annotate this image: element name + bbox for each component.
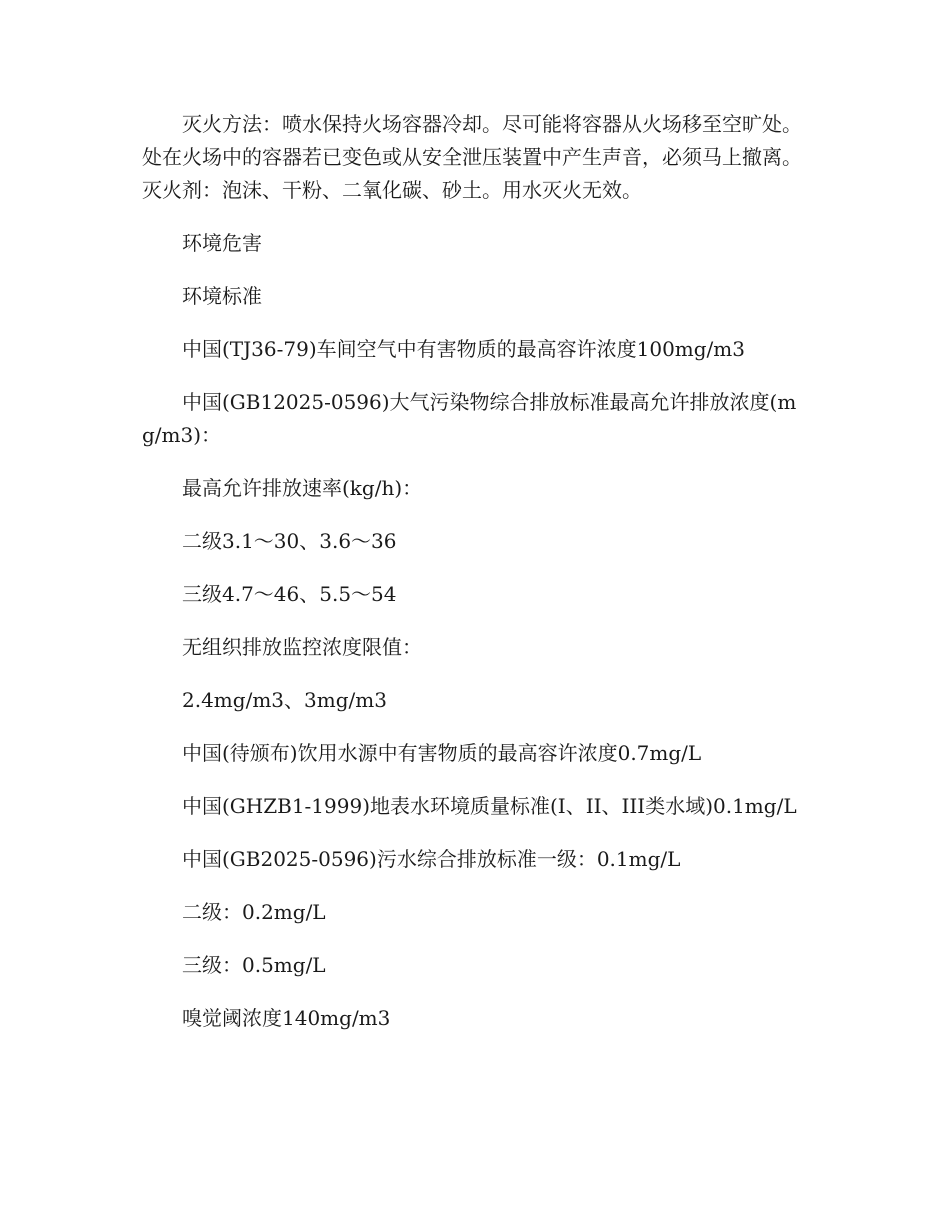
paragraph-drinking-water-limit: 中国(待颁布)饮用水源中有害物质的最高容许浓度0.7mg/L — [182, 741, 702, 765]
paragraph-wastewater-grade-three: 三级：0.5mg/L — [182, 953, 326, 977]
paragraph-surface-water-standard: 中国(GHZB1-1999)地表水环境质量标准(I、II、III类水域)0.1mg/L — [182, 794, 797, 818]
paragraph-environmental-standard: 环境标准 — [182, 284, 262, 308]
paragraph-fugitive-values: 2.4mg/m3、3mg/m3 — [182, 688, 387, 712]
paragraph-wastewater-grade-two: 二级：0.2mg/L — [182, 900, 326, 924]
paragraph-grade-three-rate: 三级4.7～46、5.5～54 — [182, 582, 397, 606]
paragraph-workshop-air-limit: 中国(TJ36-79)车间空气中有害物质的最高容许浓度100mg/m3 — [182, 337, 745, 361]
paragraph-grade-two-rate: 二级3.1～30、3.6～36 — [182, 529, 397, 553]
paragraph-odor-threshold: 嗅觉阈浓度140mg/m3 — [182, 1006, 391, 1030]
paragraph-environmental-hazard: 环境危害 — [182, 231, 262, 255]
document-body — [142, 108, 802, 1035]
paragraph-emission-rate: 最高允许排放速率(kg/h)： — [182, 476, 423, 500]
paragraph-wastewater-grade-one: 中国(GB2025-0596)污水综合排放标准一级：0.1mg/L — [182, 847, 681, 871]
paragraph-air-emission-standard: 中国(GB12025-0596)大气污染物综合排放标准最高允许排放浓度(mg/m3)： — [142, 390, 797, 447]
paragraph-fire-fighting: 灭火方法：喷水保持火场容器冷却。尽可能将容器从火场移至空旷处。处在火场中的容器若已变色或从安全泄压装置中产生声音，必须马上撤离。灭火剂：泡沫、干粉、二氧化碳、砂土。用水灭火无效。 — [142, 112, 802, 202]
paragraph-fugitive-limit: 无组织排放监控浓度限值： — [182, 635, 422, 659]
